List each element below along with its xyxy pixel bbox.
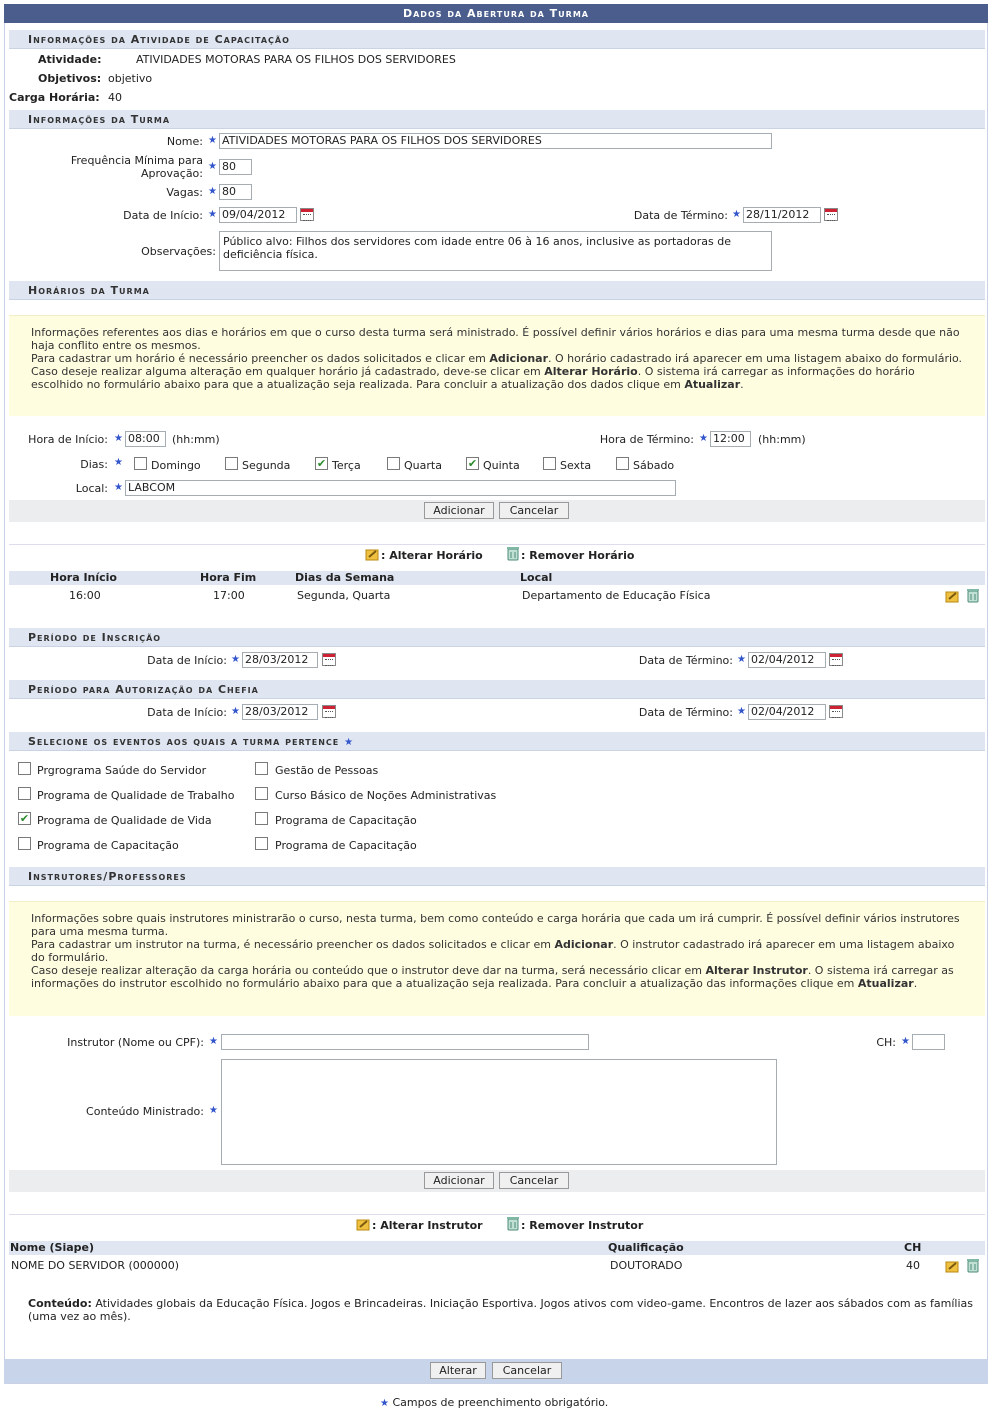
hora-termino-input[interactable]: 12:00 [710,431,751,447]
form-title: Dados da Abertura da Turma [4,4,988,23]
horarios-info-box [9,315,985,416]
instrutor-button-bar [9,1170,985,1192]
horario-row-inicio: 16:00 [69,589,101,602]
required-star-icon: ★ [209,1105,218,1116]
instrutor-label: Instrutor (Nome ou CPF): [67,1036,204,1049]
dia-checkbox[interactable] [387,457,400,470]
calendar-icon[interactable] [322,705,336,718]
atividade-value: ATIVIDADES MOTORAS PARA OS FILHOS DOS SERVIDORES [136,53,456,66]
freq-input[interactable]: 80 [219,159,252,175]
freq-label-line2: Aprovação: [141,167,203,180]
cancelar-instrutor-button[interactable]: Cancelar [499,1172,569,1189]
instrutor-row-nome: NOME DO SERVIDOR (000000) [11,1259,180,1272]
required-star-icon: ★ [208,186,217,197]
legend-alterar-horario: : Alterar Horário [381,549,483,562]
required-star-icon: ★ [208,161,217,172]
calendar-icon[interactable] [824,208,838,221]
required-star-icon: ★ [901,1036,910,1047]
calendar-icon[interactable] [300,208,314,221]
chefia-termino-input[interactable]: 02/04/2012 [748,704,826,720]
horario-legend [9,544,985,564]
section-header-inscricao: Período de Inscrição [9,628,985,647]
instrutores-table-header [9,1241,985,1255]
conteudo-label: Conteúdo Ministrado: [86,1105,204,1118]
col-nome-siape: Nome (Siape) [10,1241,95,1254]
conteudo-textarea[interactable] [221,1059,777,1165]
data-termino-input[interactable]: 28/11/2012 [743,207,821,223]
horario-row-dias: Segunda, Quarta [297,589,391,602]
evento-checkbox[interactable]: ✔ [19,812,30,825]
section-header-eventos: Selecione os eventos aos quais a turma pertence ★ [9,732,985,751]
carga-value: 40 [108,91,122,104]
required-star-icon: ★ [209,1036,218,1047]
section-header-horarios: Horários da Turma [9,281,985,300]
instrutores-info-box [9,901,985,1016]
legend-alterar-instrutor: : Alterar Instrutor [372,1219,483,1232]
col-hora-fim: Hora Fim [200,571,257,584]
local-label: Local: [75,482,108,495]
vagas-input[interactable]: 80 [219,184,252,200]
required-star-icon: ★ [737,654,746,665]
required-star-icon: ★ [208,135,217,146]
data-inicio-label: Data de Início: [123,209,203,222]
inscricao-inicio-label: Data de Início: [147,654,227,667]
col-qualificacao: Qualificação [608,1241,684,1254]
inscricao-termino-input[interactable]: 02/04/2012 [748,652,826,668]
dia-label: Quinta [483,459,520,472]
chefia-inicio-label: Data de Início: [147,706,227,719]
adicionar-instrutor-button[interactable]: Adicionar [424,1172,494,1189]
hhmm-hint: (hh:mm) [758,433,806,446]
dia-checkbox[interactable] [225,457,238,470]
required-star-icon: ★ [231,706,240,717]
atividade-label: Atividade: [38,53,102,66]
trash-icon [506,1216,520,1231]
col-ch: CH [904,1241,922,1254]
evento-label: Programa de Capacitação [275,814,417,827]
required-star-icon: ★ [344,737,355,748]
required-note: ★ Campos de preenchimento obrigatório. [380,1396,609,1409]
evento-label: Programa de Capacitação [275,839,417,852]
dia-label: Sexta [560,459,592,472]
trash-icon [506,546,520,561]
dia-label: Domingo [151,459,201,472]
edit-icon[interactable] [945,1260,960,1274]
horarios-info-1: Informações referentes aos dias e horários em que o curso desta turma será ministrado. É possível definir vários horários e dias para uma mesma turma desde que não haja conflito entre os mesmos. [31,326,960,352]
hora-termino-label: Hora de Término: [599,433,694,446]
data-inicio-input[interactable]: 09/04/2012 [219,207,297,223]
dia-label: Sábado [633,459,675,472]
required-star-icon: ★ [114,457,123,468]
evento-checkbox[interactable] [255,812,268,825]
required-star-icon: ★ [231,654,240,665]
hora-inicio-label: Hora de Início: [28,433,108,446]
section-header-atividade: Informações da Atividade de Capacitação [9,30,985,49]
dia-label: Terça [332,459,361,472]
calendar-icon[interactable] [829,705,843,718]
dia-checkbox[interactable]: ✔ [467,457,478,470]
required-star-icon: ★ [732,209,741,220]
horarios-table-header [9,571,985,585]
evento-label: Curso Básico de Noções Administrativas [275,789,497,802]
calendar-icon[interactable] [829,653,843,666]
dia-checkbox[interactable] [543,457,556,470]
nome-input[interactable]: ATIVIDADES MOTORAS PARA OS FILHOS DOS SERVIDORES [219,133,772,149]
evento-checkbox[interactable] [18,837,31,850]
hhmm-hint: (hh:mm) [172,433,220,446]
dia-label: Segunda [242,459,291,472]
dia-checkbox[interactable]: ✔ [316,457,327,470]
required-star-icon: ★ [114,482,123,493]
evento-checkbox[interactable] [255,762,268,775]
instrutor-legend [9,1214,985,1234]
instrutores-info-3: Caso deseje realizar alteração da carga horária ou conteúdo que o instrutor deve dar na turma, será necessário clicar em Alterar Instrutor. O sistema irá carregar as informações do instrutor escolhido no formulário abaixo para que a atualização seja realizada. Para concluir a atualização das informações clique em Atualizar. [31,964,954,990]
inscricao-termino-label: Data de Término: [638,654,733,667]
evento-checkbox[interactable] [18,762,31,775]
required-star-icon: ★ [737,706,746,717]
evento-label: Programa de Capacitação [37,839,179,852]
vagas-label: Vagas: [166,186,203,199]
evento-checkbox[interactable] [18,787,31,800]
section-header-instrutores: Instrutores/Professores [9,867,985,886]
required-star-icon: ★ [380,1398,389,1409]
required-star-icon: ★ [699,433,708,444]
section-header-turma: Informações da Turma [9,110,985,129]
dia-label: Quarta [404,459,442,472]
evento-checkbox[interactable] [255,787,268,800]
adicionar-horario-button[interactable]: Adicionar [424,502,494,519]
instrutor-input[interactable] [221,1034,589,1050]
col-hora-inicio: Hora Início [50,571,117,584]
instrutores-info-2: Para cadastrar um instrutor na turma, é necessário preencher os dados solicitados e clicar em Adicionar. O instrutor cadastrado irá aparecer em uma listagem abaixo do formulário. [31,938,955,964]
dias-label: Dias: [80,458,108,471]
horario-button-bar [9,500,985,522]
evento-checkbox[interactable] [255,837,268,850]
required-star-icon: ★ [114,433,123,444]
instrutor-conteudo: Conteúdo: Atividades globais da Educação Física. Jogos e Brincadeiras. Iniciação Esportiva. Jogos ativos com video-game. Encontros de lazer aos sábados com as famílias (uma vez ao mês). [28,1297,973,1323]
local-input[interactable]: LABCOM [125,480,676,496]
carga-label: Carga Horária: [9,91,100,104]
trash-icon[interactable] [966,588,980,603]
ch-label: CH: [876,1036,896,1049]
section-header-chefia: Período para Autorização da Chefia [9,680,985,699]
hora-inicio-input[interactable]: 08:00 [125,431,166,447]
chefia-inicio-input[interactable]: 28/03/2012 [242,704,318,720]
edit-icon [365,548,380,562]
horario-row-fim: 17:00 [213,589,245,602]
freq-label-line1: Frequência Mínima para [70,154,203,167]
alterar-button[interactable]: Alterar [430,1362,486,1379]
evento-label: Gestão de Pessoas [275,764,379,777]
ch-input[interactable] [912,1034,945,1050]
horario-row-local: Departamento de Educação Física [522,589,711,602]
calendar-icon[interactable] [322,653,336,666]
col-dias-semana: Dias da Semana [295,571,395,584]
objetivos-value: objetivo [108,72,153,85]
dia-checkbox[interactable] [134,457,147,470]
instrutores-info-1: Informações sobre quais instrutores ministrarão o curso, nesta turma, bem como conteúdo e carga horária que cada um irá cumprir. É possível definir vários instrutores para uma mesma turma. [31,912,960,938]
cancelar-button[interactable]: Cancelar [492,1362,562,1379]
horarios-info-2: Para cadastrar um horário é necessário preencher os dados solicitados e clicar em Adicionar. O horário cadastrado irá aparecer em uma listagem abaixo do formulário. [31,352,963,365]
instrutor-row-ch: 40 [906,1259,920,1272]
required-star-icon: ★ [208,209,217,220]
chefia-termino-label: Data de Término: [638,706,733,719]
legend-remover-horario: : Remover Horário [521,549,635,562]
trash-icon[interactable] [966,1258,980,1273]
edit-icon [356,1218,371,1232]
evento-label: Prgrograma Saúde do Servidor [37,764,207,777]
horarios-info-3: Caso deseje realizar alguma alteração em qualquer horário já cadastrado, deve-se clicar em Alterar Horário. O sistema irá carregar as informações do horário escolhido no formulário abaixo para que a atualização seja realizada. Para concluir a atualização dos dados clique em Atualizar. [31,365,915,391]
inscricao-inicio-input[interactable]: 28/03/2012 [242,652,318,668]
legend-remover-instrutor: : Remover Instrutor [521,1219,644,1232]
obs-textarea[interactable]: Público alvo: Filhos dos servidores com idade entre 06 à 16 anos, inclusive as portadoras de deficiência física. [219,231,772,271]
obs-label: Observações: [141,245,216,258]
dia-checkbox[interactable] [616,457,629,470]
edit-icon[interactable] [945,590,960,604]
nome-label: Nome: [166,135,203,148]
evento-label: Programa de Qualidade de Vida [37,814,212,827]
evento-label: Programa de Qualidade de Trabalho [37,789,235,802]
cancelar-horario-button[interactable]: Cancelar [499,502,569,519]
col-local: Local [520,571,553,584]
data-termino-label: Data de Término: [633,209,728,222]
objetivos-label: Objetivos: [38,72,102,85]
instrutor-row-qualificacao: DOUTORADO [610,1259,683,1272]
